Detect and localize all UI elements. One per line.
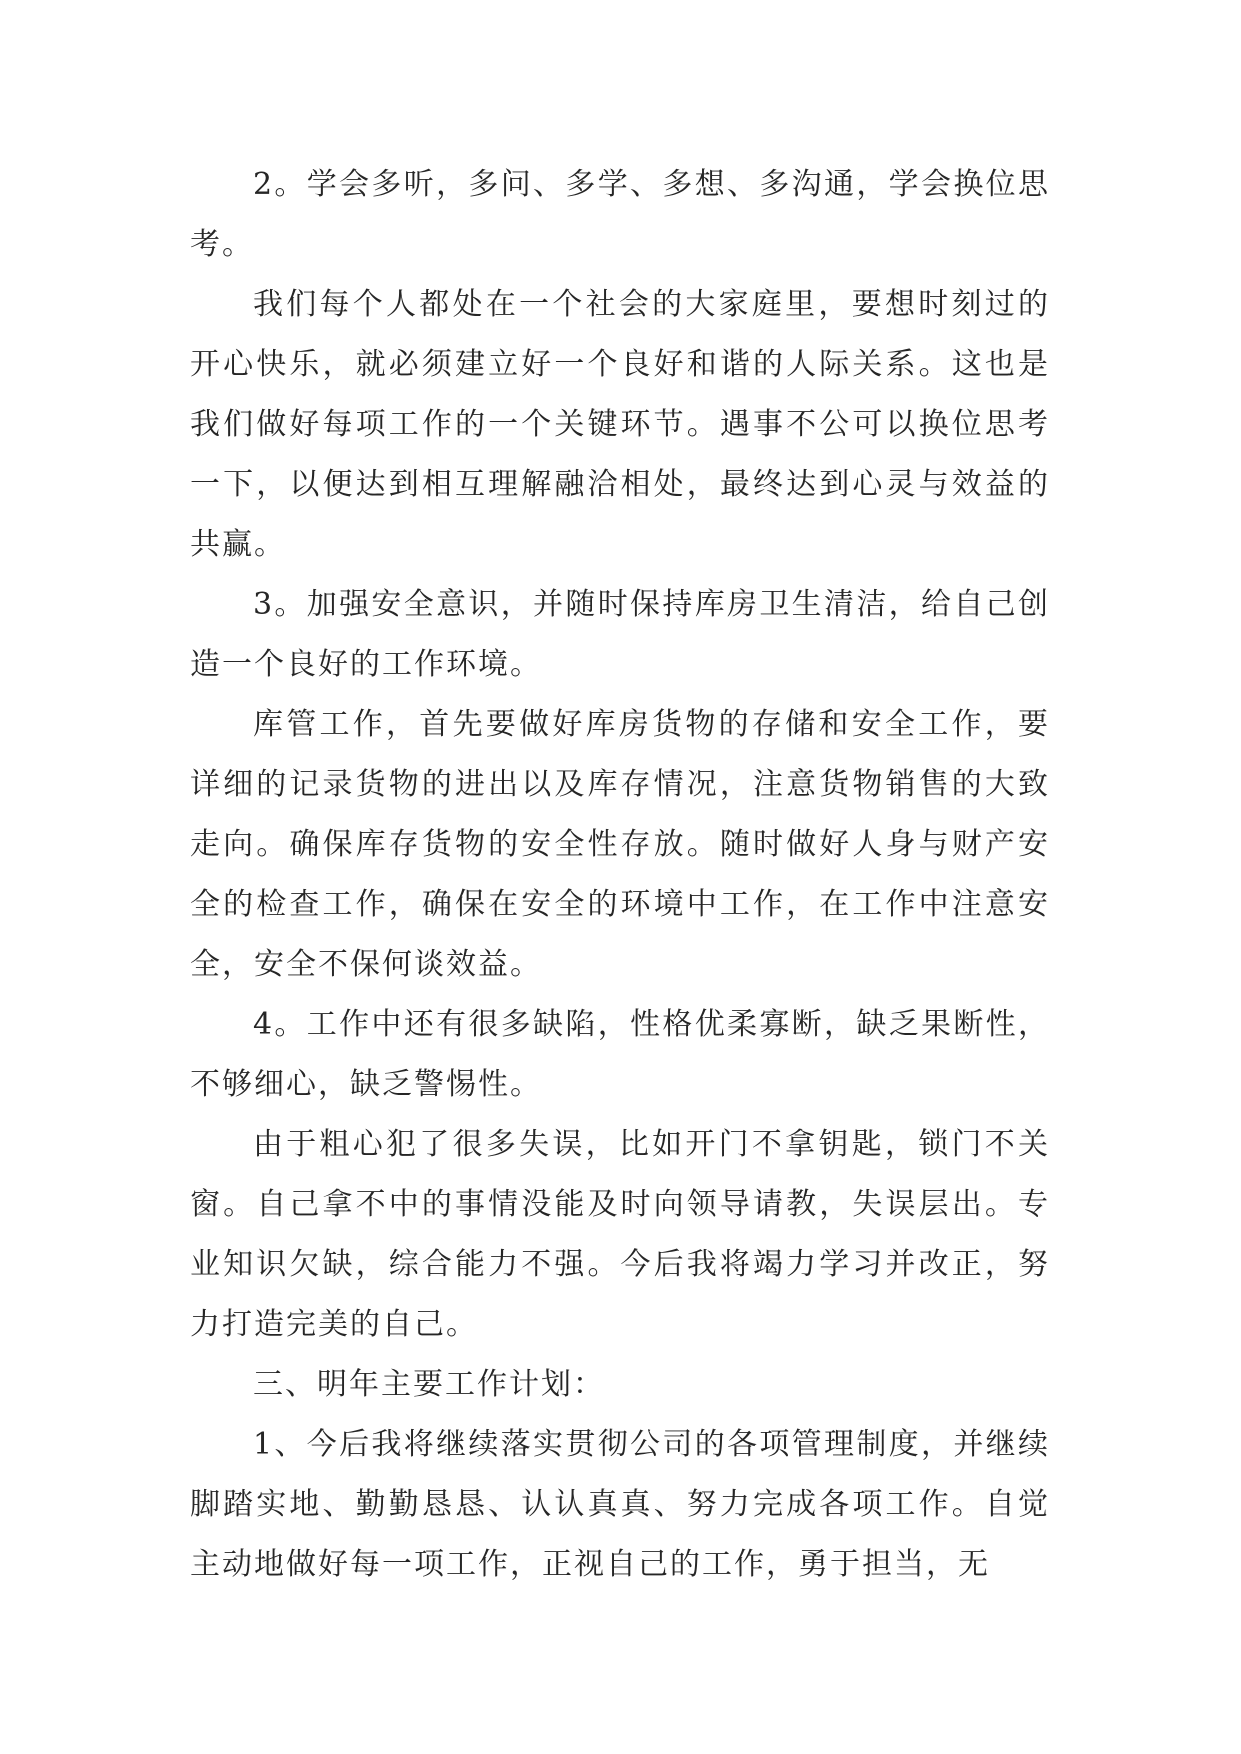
paragraph-warehouse-management: 库管工作，首先要做好库房货物的存储和安全工作，要详细的记录货物的进出以及库存情况，注意货物销售的大致走向。确保库存货物的安全性存放。随时做好人身与财产安全的检查工作，确保在安全的环境中工作，在工作中注意安全，安全不保何谈效益。 (190, 707, 1050, 982)
paragraph-item-4-shortcomings: 4。工作中还有很多缺陷，性格优柔寡断，缺乏果断性，不够细心，缺乏警惕性。 (190, 1007, 1050, 1102)
paragraph-item-2-listening: 2。学会多听，多问、多学、多想、多沟通，学会换位思考。 (190, 167, 1050, 262)
paragraph-interpersonal-relations: 我们每个人都处在一个社会的大家庭里，要想时刻过的开心快乐，就必须建立好一个良好和谐的人际关系。这也是我们做好每项工作的一个关键环节。遇事不公可以换位思考一下，以便达到相互理解融洽相处，最终达到心灵与效益的共赢。 (190, 287, 1050, 562)
paragraph-item-3-safety: 3。加强安全意识，并随时保持库房卫生清洁，给自己创造一个良好的工作环境。 (190, 587, 1050, 682)
paragraph-mistakes: 由于粗心犯了很多失误，比如开门不拿钥匙，锁门不关窗。自己拿不中的事情没能及时向领导请教，失误层出。专业知识欠缺，综合能力不强。今后我将竭力学习并改正，努力打造完美的自己。 (190, 1127, 1050, 1342)
paragraph-plan-item-1: 1、今后我将继续落实贯彻公司的各项管理制度，并继续脚踏实地、勤勤恳恳、认认真真、努力完成各项工作。自觉主动地做好每一项工作，正视自己的工作，勇于担当，无 (190, 1427, 1050, 1582)
section-heading-next-year-plan: 三、明年主要工作计划： (253, 1367, 605, 1402)
document-body (190, 155, 1050, 1595)
